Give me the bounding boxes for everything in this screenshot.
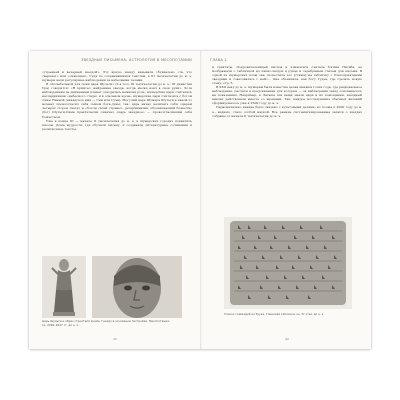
figure [42,256,182,318]
head-sculpture-image [92,256,182,318]
paragraph: В «Колыбельной для сына царя Шульги» (2-я пол. III тысячелетия до н. э., III династия Ура) говорится: «Я принтес, найденная звезда, когда месяц взял в свои руки». Хотя наблюдениям за движением планет отводилась немалая роль, шумерские цари считались наследниками «небесного стада» и в основном кровь, шумерские цари считались с богом Луны Нанной (аккадское имя — Син или Суэн). Могучий царь Шумера Шульги в какой-то момент провозгласил себя сыном бога-луны; так, царь начал величать себя «царём четырёх сторон света» и «богом своей страны», детерминатив, обозначающий божество (бог) Шульги-Сима практически означал «царь звёздное» — провозгласившим себя божеством. [42,82,192,119]
right-page [202,51,372,349]
paragraph: Первоначально знание было связано с культовыми делами, но позже к 2000 году до н. э., видимо, стало особой наукой. Все ранние систематизированные записи о звёздах собраны от начала II тысячелетия до н. э. [212,105,362,118]
paragraph: «утренней и вечерней звездой». Эту яркую звезду называли «буквально «та, что сверкает» или «сияющая». Судя по сохранившимся текстам, в III тысячелетии до н. э. шумеры вели регулярные наблюдения за небесными телами. [42,70,192,83]
page-number: 21 [113,337,117,341]
figure-caption: Список созвездий из Урука. Глиняная табличка, ок. IV–V вв. до н. э. [224,312,325,316]
left-page [30,51,200,349]
paragraph: и трактаты. Покровительницей писцов и клинописи считала богиня Нисаба, ее изображали с табличкой из ляпис-лазури в руках и серебряным стилем для письма. В одной из шумерских поэм она «повестила его [стяжа] на табличку с благоприятными звёздами и советовалась с ней»... Она объявляла, как богу Гудеа, где сделать новую стену, стр. 5. [212,65,362,86]
running-header: ГЛАВА 1 [210,58,227,62]
body-text [212,65,362,118]
figure-caption: Царь Шульги и образ строителя храма. Гнездо в основании постройки. Месопотамия, ок. 2094–2047 гг. до н. э. [42,319,170,327]
cuneiform-tablet-image [224,217,352,309]
body-text [42,70,192,131]
paragraph: Уже в конце III — начале II тысячелетия до н. э. в шумерских городах появились школы. Дома мудрости, где обучали письму, и создавали литературные сочинения и религиозные тексты. [42,118,192,131]
page-number: 22 [285,337,289,341]
paragraph: В XXII веку до н. э. шумерам была известна целая книжка точек года, где рациональное наблюдение, расчёты в предсказании для которых — за наблюдения звёзд основывалось на показаниях. Например, в Лагаше эти вещи знали цари и их помощники, звёздный анализ действовали вместе со жрецами. Так, каждое исследование обычных явлений сформировалось уже к 2500 году до н. э. [212,85,362,106]
statue-image [42,256,86,318]
running-header: ЗВЁЗДНЫЕ ПИСЬМЕНА: АСТРОЛОГИЯ В МЕСОПОТАМИИ [81,58,192,62]
